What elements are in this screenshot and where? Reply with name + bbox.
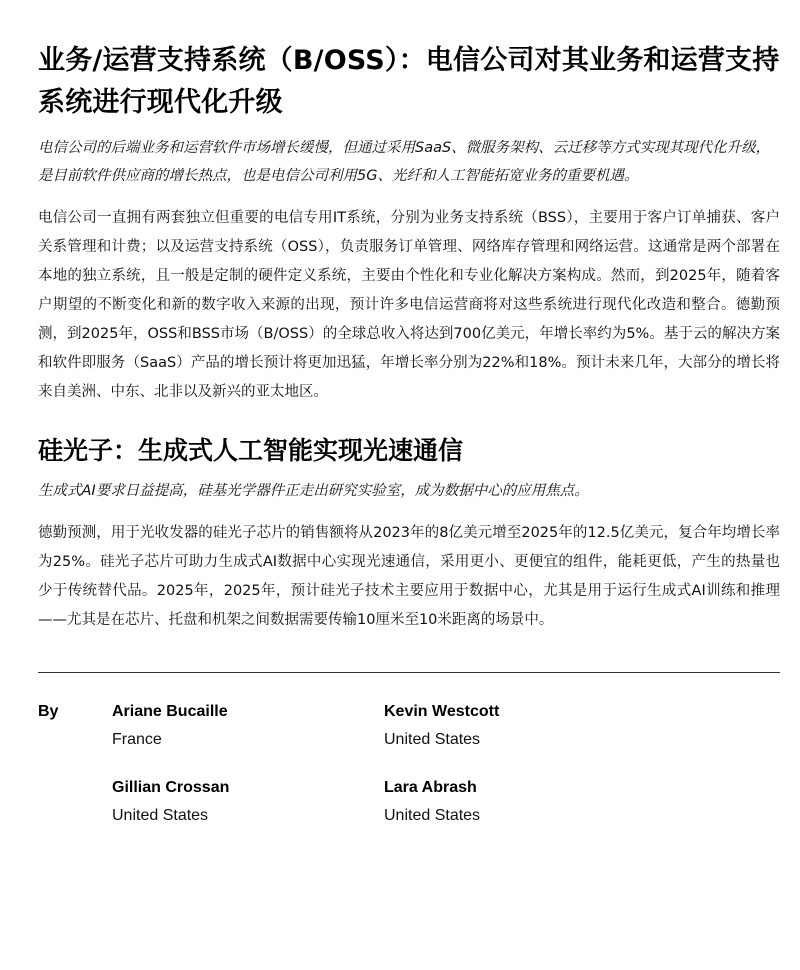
section-lead-boss: 电信公司的后端业务和运营软件市场增长缓慢，但通过采用SaaS、微服务架构、云迁移等方式实现其现代化升级，是目前软件供应商的增长热点，也是电信公司利用5G、光纤和人工智能拓宽业务的重要机遇。 xyxy=(38,140,771,184)
author-name: Lara Abrash xyxy=(384,779,477,796)
byline-label: By xyxy=(38,703,59,720)
section-lead-silicon-photonics: 生成式AI要求日益提高，硅基光学器件正走出研究实验室，成为数据中心的应用焦点。 xyxy=(38,483,589,499)
author-name: Kevin Westcott xyxy=(384,703,500,720)
article-content xyxy=(38,40,780,635)
author-country: France xyxy=(112,731,162,748)
author-country: United States xyxy=(384,731,481,748)
section-title-boss: 业务/运营支持系统（B/OSS）：电信公司对其业务和运营支持系统进行现代化升级 xyxy=(38,45,780,118)
author-country: United States xyxy=(384,807,481,824)
section-silicon-photonics xyxy=(38,433,780,635)
author-name: Ariane Bucaille xyxy=(112,703,228,720)
author-card xyxy=(112,698,372,754)
section-body-boss: 电信公司一直拥有两套独立但重要的电信专用IT系统，分别为业务支持系统（BSS），主要用于客户订单捕获、客户关系管理和计费；以及运营支持系统（OSS），负责服务订单管理、网络库存管理和网络运营。这通常是两个部署在本地的独立系统，且一般是定制的硬件定义系统，主要由个性化和专业化解决方案构成。然而，到2025年，随着客户期望的不断变化和新的数字收入来源的出现，预计许多电信运营商将对这些系统进行现代化改造和整合。德勤预测，到2025年，OSS和BSS市场（B/OSS）的全球总收入将达到700亿美元，年增长率约为5%。基于云的解决方案和软件即服务（SaaS）产品的增长预计将更加迅猛，年增长率分别为22%和18%。预计未来几年，大部分的增长将来自美洲、中东、北非以及新兴的亚太地区。 xyxy=(38,210,780,400)
author-card xyxy=(384,698,644,754)
section-boss xyxy=(38,40,780,407)
divider-line xyxy=(38,672,780,673)
section-title-silicon-photonics: 硅光子：生成式人工智能实现光速通信 xyxy=(38,436,464,465)
section-body-silicon-photonics: 德勤预测，用于光收发器的硅光子芯片的销售额将从2023年的8亿美元增至2025年的12.5亿美元，复合年均增长率为25%。硅光子芯片可助力生成式AI数据中心实现光速通信，采用更小、更便宜的组件，能耗更低，产生的热量也少于传统替代品。2025年，2025年，预计硅光子技术主要应用于数据中心，尤其是用于运行生成式AI训练和推理——尤其是在芯片、托盘和机架之间数据需要传输10厘米至10米距离的场景中。 xyxy=(38,525,780,628)
author-country: United States xyxy=(112,807,209,824)
author-name: Gillian Crossan xyxy=(112,779,230,796)
author-card xyxy=(384,774,644,830)
author-card xyxy=(112,774,372,830)
